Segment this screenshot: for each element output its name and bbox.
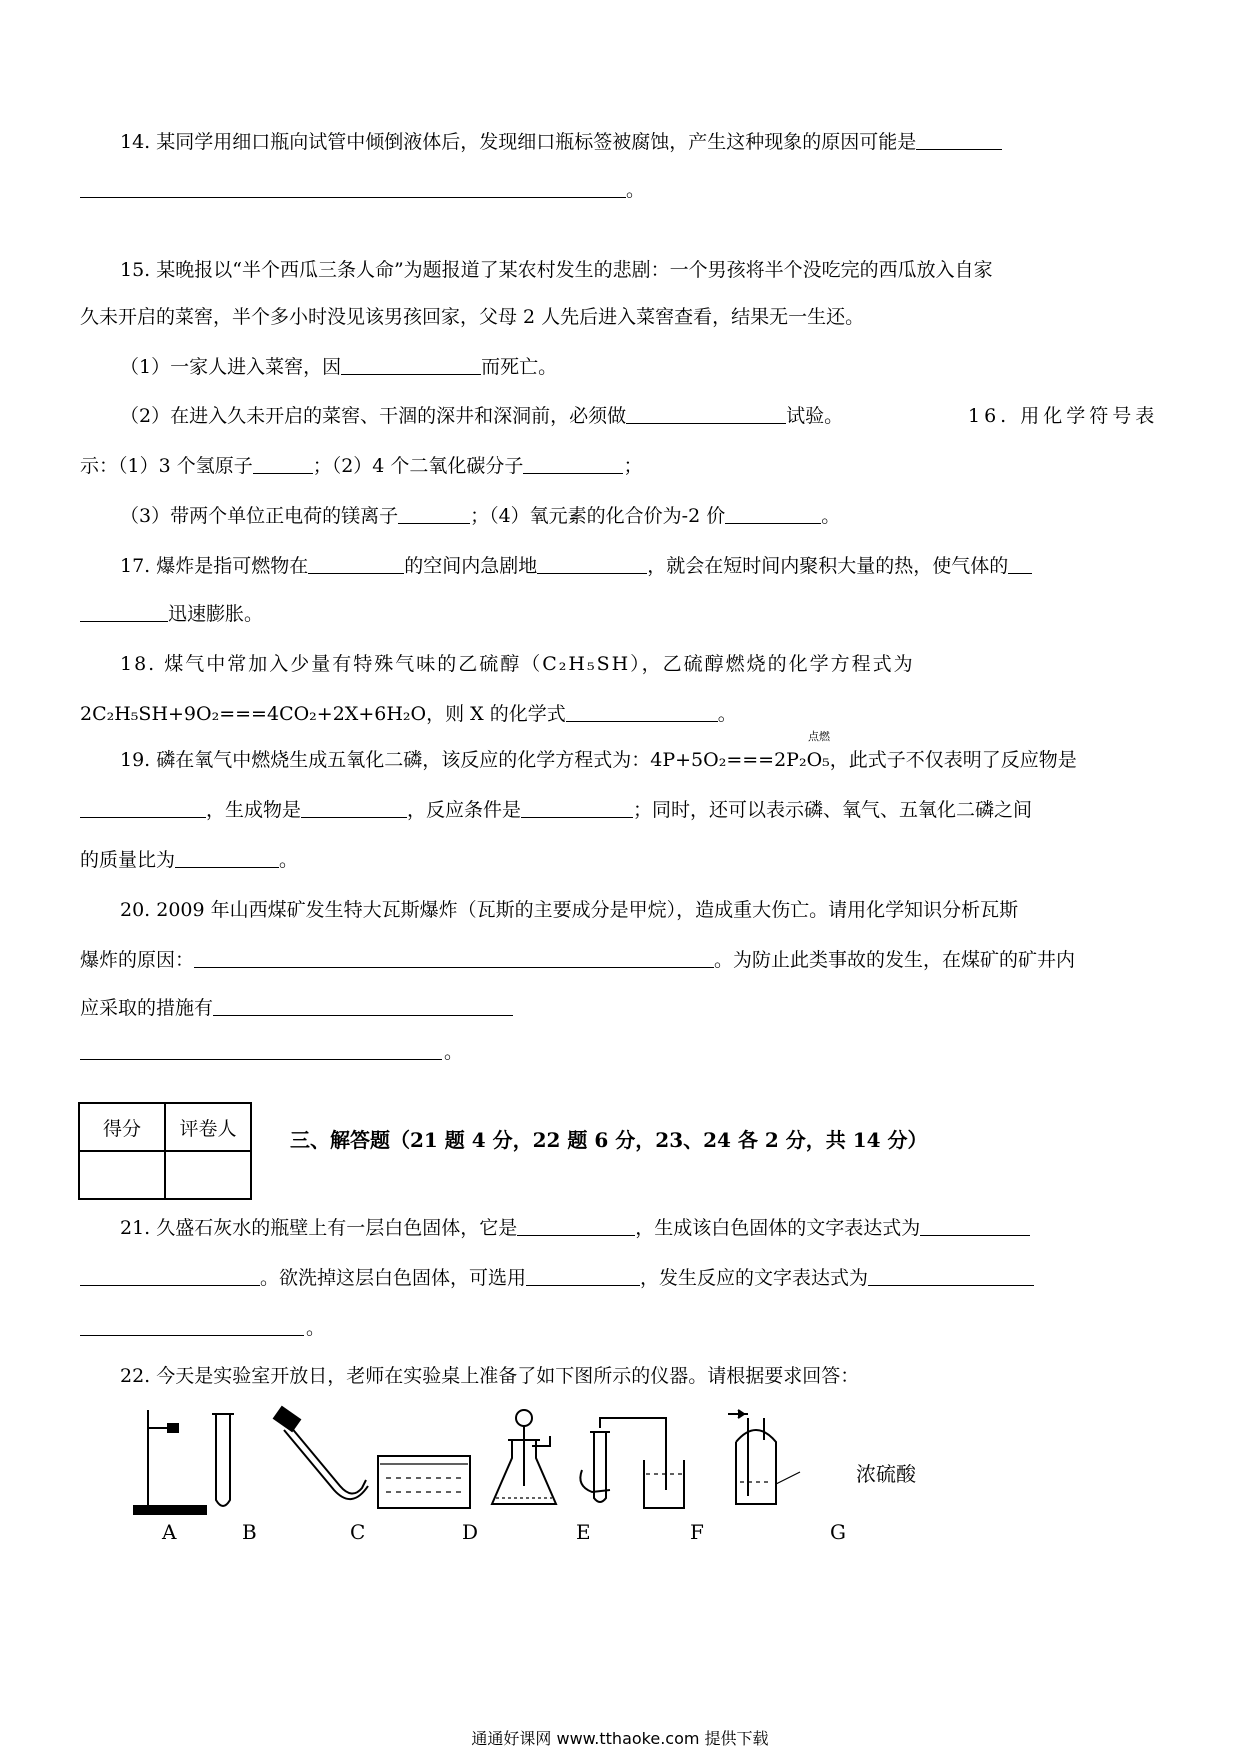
conical-flask-icon	[492, 1410, 556, 1504]
q15-sub1: （1）一家人进入菜窖，因 而死亡。	[120, 356, 558, 378]
q21-blank-4a[interactable]	[868, 1265, 1034, 1286]
q20-end: 。	[444, 1041, 464, 1063]
q18-blank[interactable]	[566, 701, 718, 722]
apparatus-figure	[130, 1400, 950, 1520]
q15-sub2-blank[interactable]	[626, 403, 786, 424]
q16-blank-2[interactable]	[523, 453, 623, 474]
q19-blank-2[interactable]	[301, 797, 407, 818]
q16-blank-1[interactable]	[253, 453, 313, 474]
q14-blank-line2[interactable]	[80, 196, 626, 198]
grader-cell[interactable]	[165, 1151, 251, 1199]
grader-header: 评卷人	[165, 1103, 251, 1151]
q16-blank-4[interactable]	[725, 503, 821, 524]
q20-line1: 20. 2009 年山西煤矿发生特大瓦斯爆炸（瓦斯的主要成分是甲烷），造成重大伤亡。请用化学知识分析瓦斯	[120, 899, 1019, 921]
q19-blank-4[interactable]	[175, 847, 279, 868]
q15-sub2: （2）在进入久未开启的菜窖、干涸的深井和深洞前，必须做 试验。	[120, 405, 844, 427]
q14-line1: 14. 某同学用细口瓶向试管中倾倒液体后，发现细口瓶标签被腐蚀，产生这种现象的原因可能是	[120, 128, 1002, 156]
score-cell[interactable]	[79, 1151, 165, 1199]
concentrated-sulfuric-acid-label: 浓硫酸	[856, 1462, 916, 1486]
q17-blank-2[interactable]	[537, 553, 647, 574]
q21-end: 。	[306, 1317, 326, 1339]
q17-blank-3a[interactable]	[1008, 553, 1032, 574]
q15-sub1-blank[interactable]	[341, 354, 481, 375]
q17-line1: 17. 爆炸是指可燃物在 的空间内急剧地 ，就会在短时间内聚积大量的热，使气体的	[120, 552, 1032, 580]
q16-line2: 示：（1）3 个氢原子 ；（2）4 个二氧化碳分子 ；	[80, 455, 643, 477]
q21-blank-2a[interactable]	[920, 1215, 1030, 1236]
apparatus-label-g: G	[830, 1520, 846, 1544]
q20-blank-3[interactable]	[80, 1058, 442, 1060]
q20-line2: 爆炸的原因： 。为防止此类事故的发生，在煤矿的矿井内	[80, 949, 1076, 971]
q15-line1: 15. 某晚报以“半个西瓜三条人命”为题报道了某农村发生的悲剧：一个男孩将半个没吃完的西瓜放入自家	[120, 259, 993, 281]
airtightness-check-icon	[580, 1418, 684, 1508]
q21-line2: 。欲洗掉这层白色固体，可选用 ，发生反应的文字表达式为	[80, 1264, 1034, 1292]
q18-line2: 2C₂H₅SH+9O₂===4CO₂+2X+6H₂O，则 X 的化学式 。	[80, 703, 737, 725]
q21-blank-1[interactable]	[517, 1215, 635, 1236]
q22-text: 22. 今天是实验室开放日，老师在实验桌上准备了如下图所示的仪器。请根据要求回答：	[120, 1365, 860, 1387]
apparatus-label-a: A	[162, 1520, 177, 1544]
apparatus-label-f: F	[690, 1520, 704, 1544]
water-trough-icon	[378, 1456, 470, 1508]
q18-line1: 18. 煤气中常加入少量有特殊气味的乙硫醇（C₂H₅SH），乙硫醇燃烧的化学方程式为	[120, 653, 915, 675]
q21-blank-2b[interactable]	[80, 1265, 260, 1286]
section-3-title: 三、解答题（21 题 4 分，22 题 6 分，23、24 各 2 分，共 14 分）	[290, 1128, 928, 1152]
q14-end: 。	[626, 179, 646, 201]
q16-head: 16. 用化学符号表	[968, 405, 1159, 427]
q19-line2: ，生成物是 ，反应条件是 ；同时，还可以表示磷、氧气、五氧化二磷之间	[80, 796, 1032, 824]
apparatus-label-b: B	[242, 1520, 257, 1544]
q17-line2: 迅速膨胀。	[80, 600, 263, 628]
page-footer: 通通好课网 www.tthaoke.com 提供下载	[471, 1729, 769, 1748]
q16-line3: （3）带两个单位正电荷的镁离子 ；（4）氧元素的化合价为-2 价 。	[120, 505, 841, 527]
iron-stand-icon	[134, 1410, 206, 1514]
test-tube-icon	[212, 1414, 234, 1506]
apparatus-label-c: C	[350, 1520, 366, 1544]
apparatus-label-e: E	[576, 1520, 591, 1544]
q19-line1: 19. 磷在氧气中燃烧生成五氧化二磷，该反应的化学方程式为：4P+5O₂===2P₂O₅，此式子不仅表明了反应物是	[120, 749, 1077, 771]
q19-blank-3[interactable]	[521, 797, 633, 818]
q16-blank-3[interactable]	[398, 503, 470, 524]
q21-line1: 21. 久盛石灰水的瓶壁上有一层白色固体，它是 ，生成该白色固体的文字表达式为	[120, 1214, 1030, 1242]
apparatus-label-d: D	[462, 1520, 479, 1544]
q15-line2: 久未开启的菜窖，半个多小时没见该男孩回家，父母 2 人先后进入菜窖查看，结果无一生还。	[80, 306, 865, 328]
q20-blank-1[interactable]	[194, 947, 714, 968]
q21-blank-3[interactable]	[526, 1265, 640, 1286]
q14-blank[interactable]	[916, 129, 1002, 150]
score-table	[78, 1102, 252, 1200]
q17-blank-3b[interactable]	[80, 601, 168, 622]
gas-washing-bottle-icon	[728, 1410, 800, 1504]
q17-blank-1[interactable]	[308, 553, 404, 574]
q20-blank-2[interactable]	[213, 995, 513, 1016]
stopper-tube-icon	[274, 1407, 368, 1499]
q19-condition-note: 点燃	[808, 730, 830, 743]
score-header: 得分	[79, 1103, 165, 1151]
q19-blank-1[interactable]	[80, 797, 206, 818]
q20-line3: 应采取的措施有	[80, 994, 513, 1022]
q21-blank-4b[interactable]	[80, 1334, 304, 1336]
q19-line3: 的质量比为 。	[80, 849, 299, 871]
